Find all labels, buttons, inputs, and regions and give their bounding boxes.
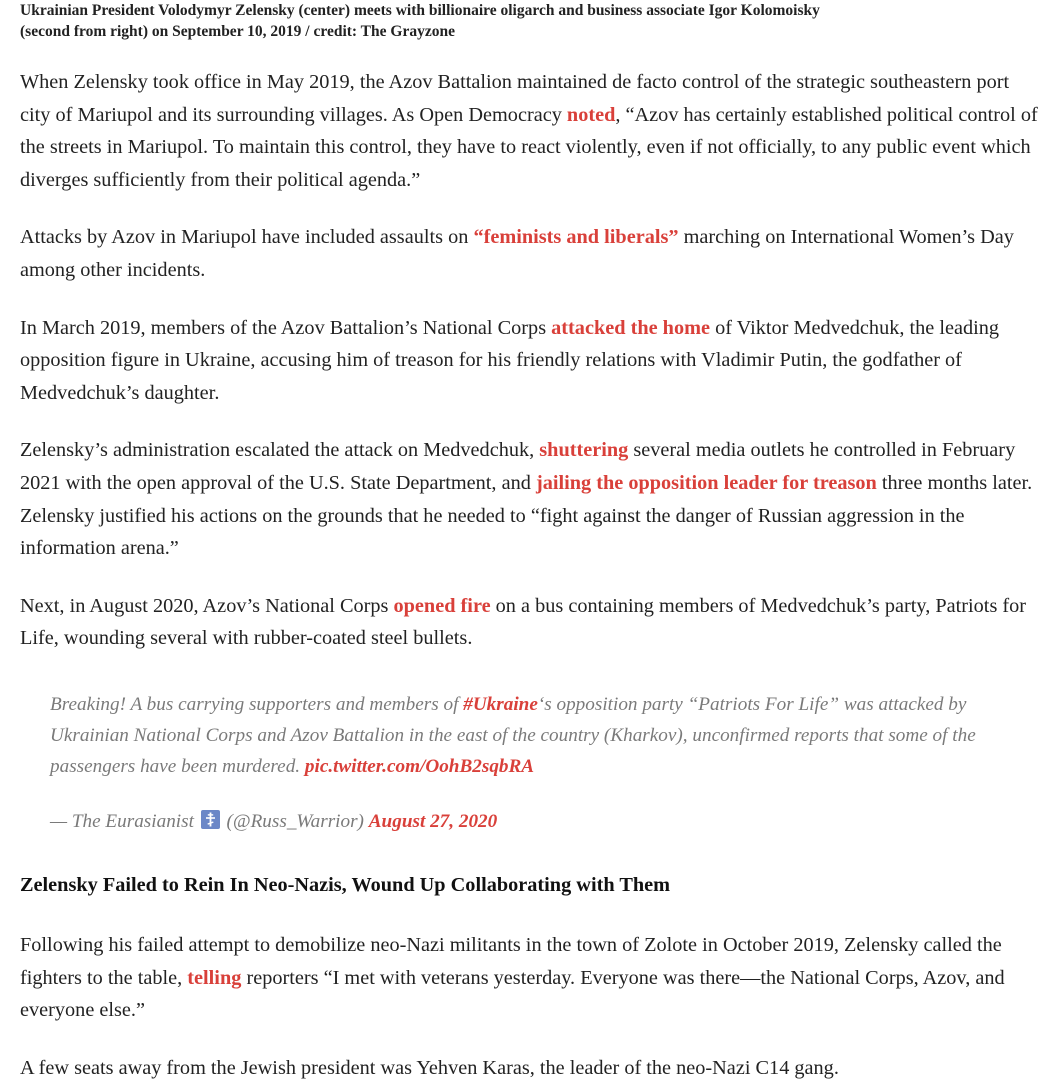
paragraph-2 bbox=[20, 221, 1042, 286]
paragraph-6-text-before: Following his failed attempt to demobilize neo-Nazi militants in the town of Zolote in October 2019, Zelensky called the fighters to the table, bbox=[20, 933, 1002, 989]
tweet-author: — The Eurasianist bbox=[50, 810, 194, 832]
link-attacked-the-home[interactable]: attacked the home bbox=[551, 316, 710, 339]
paragraph-4-text-middle: several media outlets he controlled in February 2021 with the open approval of the U.S. State Department, and bbox=[20, 439, 1016, 494]
orthodox-cross-icon bbox=[201, 810, 220, 829]
paragraph-1-text-before: When Zelensky took office in May 2019, the Azov Battalion maintained de facto control of the strategic southeastern port city of Mariupol and its surrounding villages. As Open Democracy bbox=[20, 71, 1010, 126]
paragraph-5 bbox=[20, 590, 1042, 655]
link-shuttering[interactable]: shuttering bbox=[539, 439, 629, 462]
tweet-text-before: Breaking! A bus carrying supporters and members of bbox=[50, 693, 464, 715]
link-jailing-opposition-leader[interactable]: jailing the opposition leader for treason bbox=[535, 471, 877, 494]
paragraph-2-text-before: Attacks by Azov in Mariupol have included assaults on bbox=[20, 226, 474, 249]
paragraph-4-text-before: Zelensky’s administration escalated the attack on Medvedchuk, bbox=[20, 439, 540, 462]
paragraph-6 bbox=[20, 929, 1042, 1027]
paragraph-5-text-before: Next, in August 2020, Azov’s National Corps bbox=[20, 594, 394, 617]
link-noted[interactable]: noted bbox=[566, 103, 616, 126]
image-caption bbox=[20, 0, 1042, 42]
paragraph-3-text-after: of Viktor Medvedchuk, the leading opposition figure in Ukraine, accusing him of treason for his friendly relations with Vladimir Putin, the godfather of Medvedchuk’s daughter. bbox=[20, 316, 1000, 404]
paragraph-3 bbox=[20, 312, 1042, 410]
paragraph-7: A few seats away from the Jewish president was Yehven Karas, the leader of the neo-Nazi C14 gang. bbox=[20, 1056, 839, 1079]
paragraph-1-text-after: , “Azov has certainly established political control of the streets in Mariupol. To maintain this control, they have to react violently, even if not officially, to any public event which diverges sufficiently from their political agenda.” bbox=[20, 103, 1038, 191]
paragraph-2-text-after: marching on International Women’s Day among other incidents. bbox=[20, 226, 1014, 281]
paragraph-5-text-after: on a bus containing members of Medvedchuk’s party, Patriots for Life, wounding several with rubber-coated steel bullets. bbox=[20, 594, 1027, 650]
article-body bbox=[20, 0, 1042, 1084]
link-telling[interactable]: telling bbox=[187, 966, 242, 989]
paragraph-4 bbox=[20, 434, 1042, 564]
paragraph-4-text-after: three months later. Zelensky justified his actions on the grounds that he needed to “fight against the danger of Russian aggression in the information arena.” bbox=[20, 471, 1033, 560]
tweet-attribution bbox=[20, 806, 1042, 837]
paragraph-3-text-before: In March 2019, members of the Azov Battalion’s National Corps bbox=[20, 316, 552, 339]
link-opened-fire[interactable]: opened fire bbox=[393, 594, 491, 617]
paragraph-6-text-after: reporters “I met with veterans yesterday. Everyone was there—the National Corps, Azov, and everyone else.” bbox=[20, 966, 1005, 1022]
caption-line-2: (second from right) on September 10, 2019 / credit: The Grayzone bbox=[20, 23, 455, 40]
tweet-handle: (@Russ_Warrior) bbox=[226, 810, 364, 832]
tweet-text-after: ‘s opposition party “Patriots For Life” was attacked by Ukrainian National Corps and Azov Battalion in the east of the country (Kharkov), unconfirmed reports that some of the passengers have been murdered. bbox=[50, 693, 976, 777]
tweet-pic-link[interactable]: pic.twitter.com/OohB2sqbRA bbox=[304, 755, 535, 777]
link-feminists-and-liberals[interactable]: “feminists and liberals” bbox=[473, 226, 679, 249]
caption-line-1: Ukrainian President Volodymyr Zelensky (center) meets with billionaire oligarch and business associate Igor Kolomoisky bbox=[20, 2, 820, 19]
tweet-hashtag-ukraine[interactable]: #Ukraine bbox=[463, 693, 538, 715]
section-heading: Zelensky Failed to Rein In Neo-Nazis, Wound Up Collaborating with Them bbox=[20, 873, 671, 896]
paragraph-1 bbox=[20, 66, 1042, 196]
embedded-tweet bbox=[20, 689, 1042, 782]
tweet-date-link[interactable]: August 27, 2020 bbox=[368, 810, 498, 832]
